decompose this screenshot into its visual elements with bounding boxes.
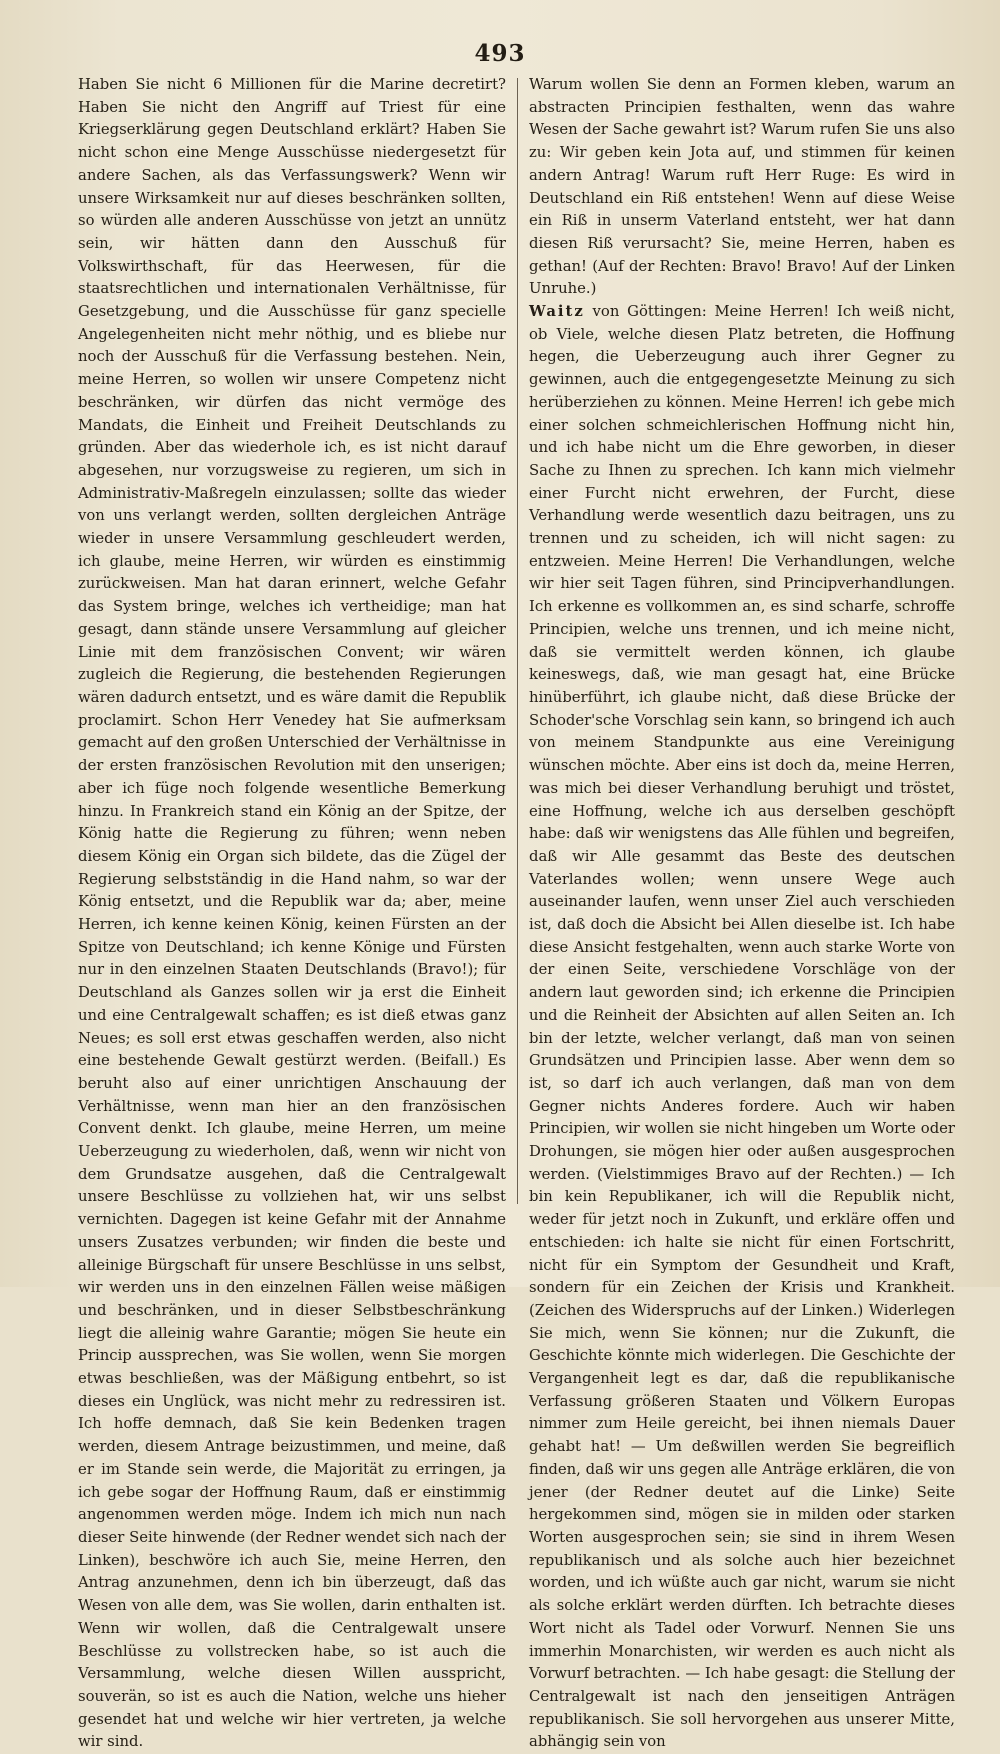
left-text-column — [78, 74, 506, 1751]
right-column-text-before-speaker: Warum wollen Sie denn an Formen kleben, warum an abstracten Principien festhalten, wenn das wahre Wesen der Sache gewahrt ist? Warum rufen Sie uns also zu: Wir geben kein Jota auf, und stimmen für keinen andern Antrag! Warum ruft Herr Ruge: Es wird in Deutschland ein Riß entstehen! Wenn auf diese Weise ein Riß in unserm Vaterland entsteht, wer hat dann diesen Riß verursacht? Sie, meine Herren, haben es gethan! (Auf der Rechten: Bravo! Bravo! Auf der Linken Unruhe.) — [529, 76, 955, 298]
speaker-text: von Göttingen: Meine Herren! Ich weiß nicht, ob Viele, welche diesen Platz betreten, die Hoffnung hegen, die Ueberzeugung auch ihrer Gegner zu gewinnen, auch die entgegengesetzte Meinung zu sich herüberziehen zu können. Meine Herren! ich gebe mich einer solchen schmeichlerischen Hoffnung nicht hin, und ich habe nicht um die Ehre geworben, in dieser Sache zu Ihnen zu sprechen. Ich kann mich vielmehr einer Furcht nicht erwehren, der Furcht, diese Verhandlung werde wesentlich dazu beitragen, uns zu trennen und zu scheiden, ich will nicht sagen: zu entzweien. Meine Herren! Die Verhandlungen, welche wir hier seit Tagen führen, sind Principverhandlungen. Ich erkenne es vollkommen an, es sind scharfe, schroffe Principien, welche uns trennen, und ich meine nicht, daß sie vermittelt werden können, ich glaube keineswegs, daß, wie man gesagt hat, eine Brücke hinüberführt, ich glaube nicht, daß diese Brücke der Schoder'sche Vorschlag sein kann, so bringend ich auch von meinem Standpunkte aus eine Vereinigung wünschen möchte. Aber eins ist doch da, meine Herren, was mich bei dieser Verhandlung beruhigt und tröstet, eine Hoffnung, welche ich aus derselben geschöpft habe: daß wir wenigstens das Alle fühlen und begreifen, daß wir Alle gesammt das Beste des deutschen Vaterlandes wollen; wenn unsere Wege auch auseinander laufen, wenn unser Ziel auch verschieden ist, daß doch die Absicht bei Allen dieselbe ist. Ich habe diese Ansicht festgehalten, wenn auch starke Worte von der einen Seite, verschiedene Vorschläge von der andern laut geworden sind; ich erkenne die Principien und die Reinheit der Absichten auf allen Seiten an. Ich bin der letzte, welcher verlangt, daß man von seinen Grundsätzen und Principien lasse. Aber wenn dem so ist, so darf ich auch verlangen, daß man von dem Gegner nichts Anderes fordere. Auch wir haben Principien, wir wollen sie nicht hingeben um Worte oder Drohungen, sie mögen hier oder außen ausgesprochen werden. (Vielstimmiges Bravo auf der Rechten.) — Ich bin kein Republikaner, ich will die Republik nicht, weder für jetzt noch in Zukunft, und erkläre offen und entschieden: ich halte sie nicht für einen Fortschritt, nicht für ein Symptom der Gesundheit und Kraft, sondern für ein Zeichen der Krisis und Krankheit. (Zeichen des Widerspruchs auf der Linken.) Widerlegen Sie mich, wenn Sie können; nur die Zukunft, die Geschichte könnte mich widerlegen. Die Geschichte der Vergangenheit legt es dar, daß die republikanische Verfassung größeren Staaten und Völkern Europas nimmer zum Heile gereicht, bei ihnen niemals Dauer gehabt hat! — Um deßwillen werden Sie begreiflich finden, daß wir uns gegen alle Anträge erklären, die von jener (der Redner deutet auf die Linke) Seite hergekommen sind, mögen sie in milden oder starken Worten ausgesprochen sein; sie sind in ihrem Wesen republikanisch und als solche auch hier bezeichnet worden, und ich wüßte auch gar nicht, warum sie nicht als solche erklärt werden dürften. Ich betrachte dieses Wort nicht als Tadel oder Vorwurf. Nennen Sie uns immerhin Monarchisten, wir werden es auch nicht als Vorwurf betrachten. — Ich habe gesagt: die Stellung der Centralgewalt ist nach den jenseitigen Anträgen republikanisch. Sie soll hervorgehen aus unserer Mitte, abhängig sein von — [529, 303, 955, 1751]
column-divider — [517, 78, 518, 1204]
speaker-name: Waitz — [529, 303, 585, 321]
left-column-text: Haben Sie nicht 6 Millionen für die Marine decretirt? Haben Sie nicht den Angriff auf Triest für eine Kriegserklärung gegen Deutschland erklärt? Haben Sie nicht schon eine Menge Ausschüsse niedergesetzt für andere Sachen, als das Verfassungswerk? Wenn wir unsere Wirksamkeit nur auf dieses beschränken sollten, so würden alle anderen Ausschüsse von jetzt an unnütz sein, wir hätten dann den Ausschuß für Volkswirthschaft, für das Heerwesen, für die staatsrechtlichen und internationalen Verhältnisse, für Gesetzgebung, und die Ausschüsse für ganz specielle Angelegenheiten nicht mehr nöthig, und es bliebe nur noch der Ausschuß für die Verfassung bestehen. Nein, meine Herren, so wollen wir unsere Competenz nicht beschränken, wir dürfen das nicht vermöge des Mandats, die Einheit und Freiheit Deutschlands zu gründen. Aber das wiederhole ich, es ist nicht darauf abgesehen, nur vorzugsweise zu regieren, um sich in Administrativ-Maßregeln einzulassen; sollte das wieder von uns verlangt werden, sollten dergleichen Anträge wieder in unsere Versammlung geschleudert werden, ich glaube, meine Herren, wir würden es einstimmig zurückweisen. Man hat daran erinnert, welche Gefahr das System bringe, welches ich vertheidige; man hat gesagt, dann stände unsere Versammlung auf gleicher Linie mit dem französischen Convent; wir wären zugleich die Regierung, die bestehenden Regierungen wären dadurch entsetzt, und es wäre damit die Republik proclamirt. Schon Herr Venedey hat Sie aufmerksam gemacht auf den großen Unterschied der Verhältnisse in der ersten französischen Revolution mit den unserigen; aber ich füge noch folgende wesentliche Bemerkung hinzu. In Frankreich stand ein König an der Spitze, der König hatte die Regierung zu führen; wenn neben diesem König ein Organ sich bildete, das die Zügel der Regierung selbstständig in die Hand nahm, so war der König entsetzt, und die Republik war da; aber, meine Herren, ich kenne keinen König, keinen Fürsten an der Spitze von Deutschland; ich kenne Könige und Fürsten nur in den einzelnen Staaten Deutschlands (Bravo!); für Deutschland als Ganzes sollen wir ja erst die Einheit und eine Centralgewalt schaffen; es ist dieß etwas ganz Neues; es soll erst etwas geschaffen werden, also nicht eine bestehende Gewalt gestürzt werden. (Beifall.) Es beruht also auf einer unrichtigen Anschauung der Verhältnisse, wenn man hier an den französischen Convent denkt. Ich glaube, meine Herren, um meine Ueberzeugung zu wiederholen, daß, wenn wir nicht von dem Grundsatze ausgehen, daß die Centralgewalt unsere Beschlüsse zu vollziehen hat, wir uns selbst vernichten. Dagegen ist keine Gefahr mit der Annahme unsers Zusatzes verbunden; wir finden die beste und alleinige Bürgschaft für unsere Beschlüsse in uns selbst, wir werden uns in den einzelnen Fällen weise mäßigen und beschränken, und in dieser Selbstbeschränkung liegt die alleinig wahre Garantie; mögen Sie heute ein Princip aussprechen, was Sie wollen, wenn Sie morgen etwas beschließen, was der Mäßigung entbehrt, so ist dieses ein Unglück, was nicht mehr zu redressiren ist. Ich hoffe demnach, daß Sie kein Bedenken tragen werden, diesem Antrage beizustimmen, und meine, daß er im Stande sein werde, die Majorität zu erringen, ja ich gebe sogar der Hoffnung Raum, daß er einstimmig angenommen werden möge. Indem ich mich nun nach dieser Seite hinwende (der Redner wendet sich nach der Linken), beschwöre ich auch Sie, meine Herren, den Antrag anzunehmen, denn ich bin überzeugt, daß das Wesen von alle dem, was Sie wollen, darin enthalten ist. Wenn wir wollen, daß die Centralgewalt unsere Beschlüsse zu vollstrecken habe, so ist auch die Versammlung, welche diesen Willen ausspricht, souverän, so ist es auch die Nation, welche uns hieher gesendet hat und welche wir hier vertreten, ja welche wir sind. — [78, 76, 506, 1751]
speaker-paragraph — [529, 301, 955, 1754]
page-number: 493 — [474, 40, 526, 67]
right-text-column — [529, 74, 955, 1751]
